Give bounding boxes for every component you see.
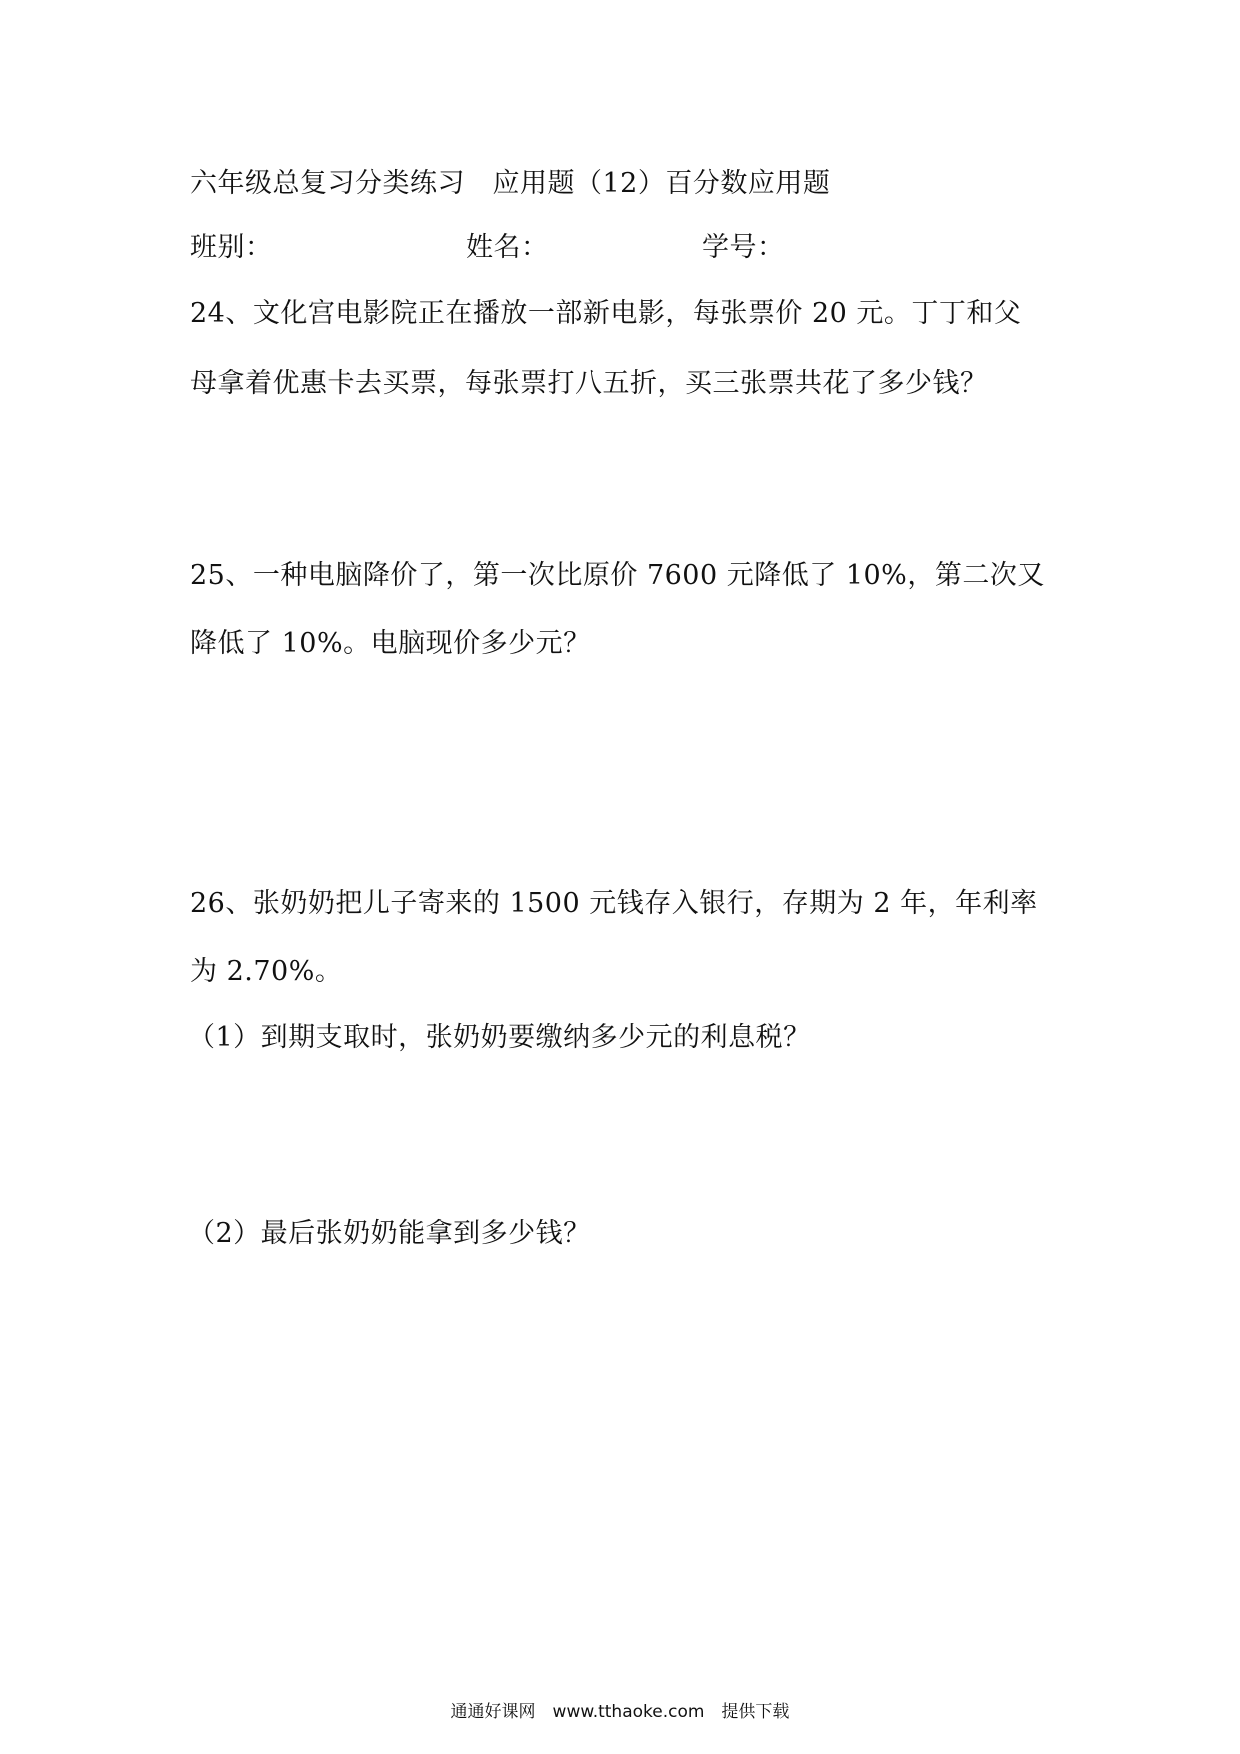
question-24-line-2: 母拿着优惠卡去买票，每张票打八五折，买三张票共花了多少钱？ — [190, 368, 988, 399]
question-24-line-1: 24、文化宫电影院正在播放一部新电影，每张票价 20 元。丁丁和父 — [190, 298, 1022, 329]
question-26-line-2: 为 2.70%。 — [190, 956, 343, 987]
worksheet-title: 六年级总复习分类练习 应用题（12）百分数应用题 — [190, 168, 831, 199]
page-footer: 通通好课网 www.tthaoke.com 提供下载 — [450, 1702, 790, 1722]
question-25-line-2: 降低了 10%。电脑现价多少元？ — [190, 628, 591, 659]
student-id-label: 学号： — [702, 232, 785, 263]
student-info-row — [190, 228, 1090, 268]
question-26-line-1: 26、张奶奶把儿子寄来的 1500 元钱存入银行，存期为 2 年，年利率 — [190, 888, 1038, 919]
question-25-line-1: 25、一种电脑降价了，第一次比原价 7600 元降低了 10%，第二次又 — [190, 560, 1045, 591]
name-label: 姓名： — [466, 232, 549, 263]
class-label: 班别： — [190, 232, 273, 263]
question-26-sub-question-2: （2）最后张奶奶能拿到多少钱？ — [188, 1218, 591, 1249]
question-26-sub-question-1: （1）到期支取时，张奶奶要缴纳多少元的利息税？ — [188, 1022, 811, 1053]
